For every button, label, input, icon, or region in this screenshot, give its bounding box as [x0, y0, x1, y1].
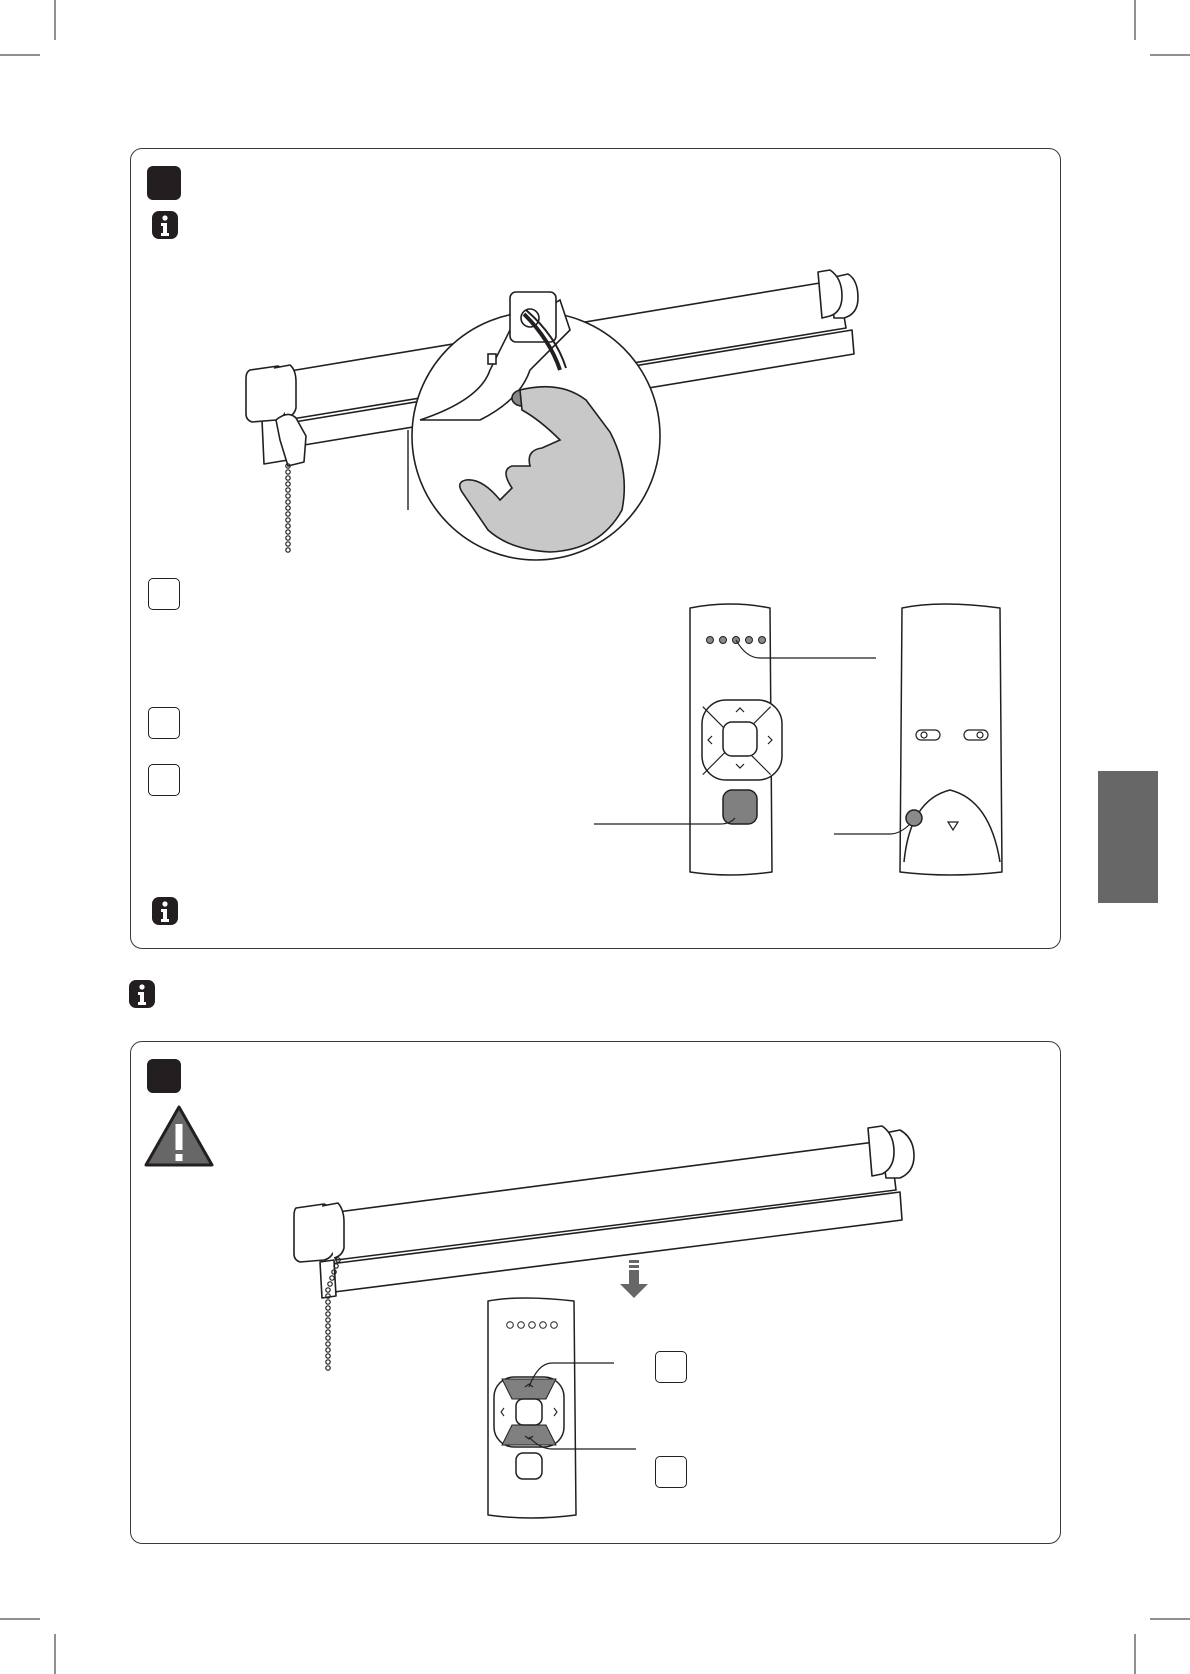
remote-control-back — [830, 600, 1010, 880]
warning-triangle-icon — [143, 1104, 215, 1168]
down-button — [502, 1425, 556, 1445]
arrow-down-icon — [620, 1260, 648, 1300]
step-number-badge — [147, 166, 181, 200]
roller-blind-pairing-illustration — [230, 270, 890, 570]
step-checkbox-2[interactable] — [148, 707, 180, 739]
program-button — [723, 790, 757, 824]
info-icon — [151, 896, 179, 926]
section-tab — [1098, 771, 1158, 903]
up-button — [502, 1379, 556, 1399]
step-checkbox-down[interactable] — [655, 1456, 687, 1488]
step-checkbox-1[interactable] — [148, 578, 180, 610]
step-number-badge — [147, 1059, 181, 1093]
step-checkbox-3[interactable] — [148, 764, 180, 796]
remote-control-front — [480, 1295, 680, 1525]
info-icon — [151, 210, 179, 240]
step-checkbox-up[interactable] — [655, 1351, 687, 1383]
info-icon — [128, 979, 156, 1009]
remote-control-front — [560, 600, 800, 880]
